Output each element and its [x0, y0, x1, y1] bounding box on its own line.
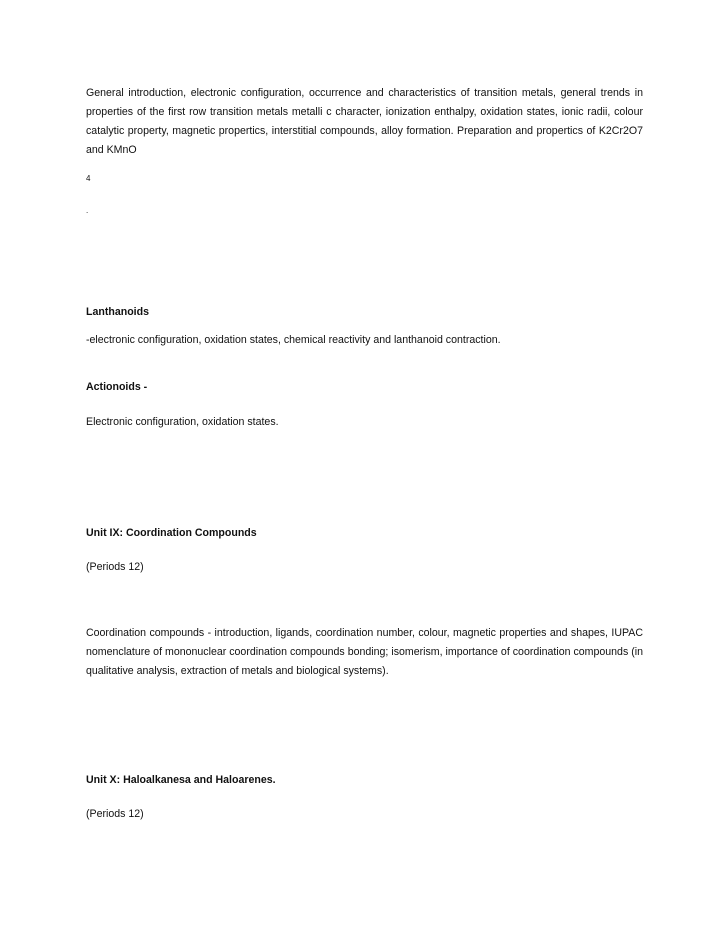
intro-paragraph: General introduction, electronic configuration, occurrence and characteristics of transition metals, general trends in properties of the first row transition metals metalli c character, ionization enthalpy, oxidation states, ionic radii, colour catalytic property, magnetic propertics, interstitial compounds, alloy formation. Preparation and propertics of K2Cr2O7 and KMnO [86, 87, 643, 156]
unit-ix-heading: Unit IX: Coordination Compounds [86, 527, 257, 539]
stray-dot: . [86, 206, 89, 215]
actinoids-body: Electronic configuration, oxidation states. [86, 416, 279, 428]
unit-ix-periods: (Periods 12) [86, 561, 144, 573]
unit-x-heading: Unit X: Haloalkanesa and Haloarenes. [86, 774, 276, 786]
unit-x-periods: (Periods 12) [86, 808, 144, 820]
unit-ix-body: Coordination compounds - introduction, ligands, coordination number, colour, magnetic properties and shapes, IUPAC nomenclature of mononuclear coordination compounds bonding; isomerism, importance of coordination compounds (in qualitative analysis, extraction of metals and biological systems). [86, 627, 643, 677]
lanthanoids-body: -electronic configuration, oxidation states, chemical reactivity and lanthanoid contraction. [86, 334, 501, 346]
actinoids-heading: Actionoids - [86, 381, 148, 393]
subscript-four: 4 [86, 174, 91, 183]
lanthanoids-heading: Lanthanoids [86, 306, 149, 318]
